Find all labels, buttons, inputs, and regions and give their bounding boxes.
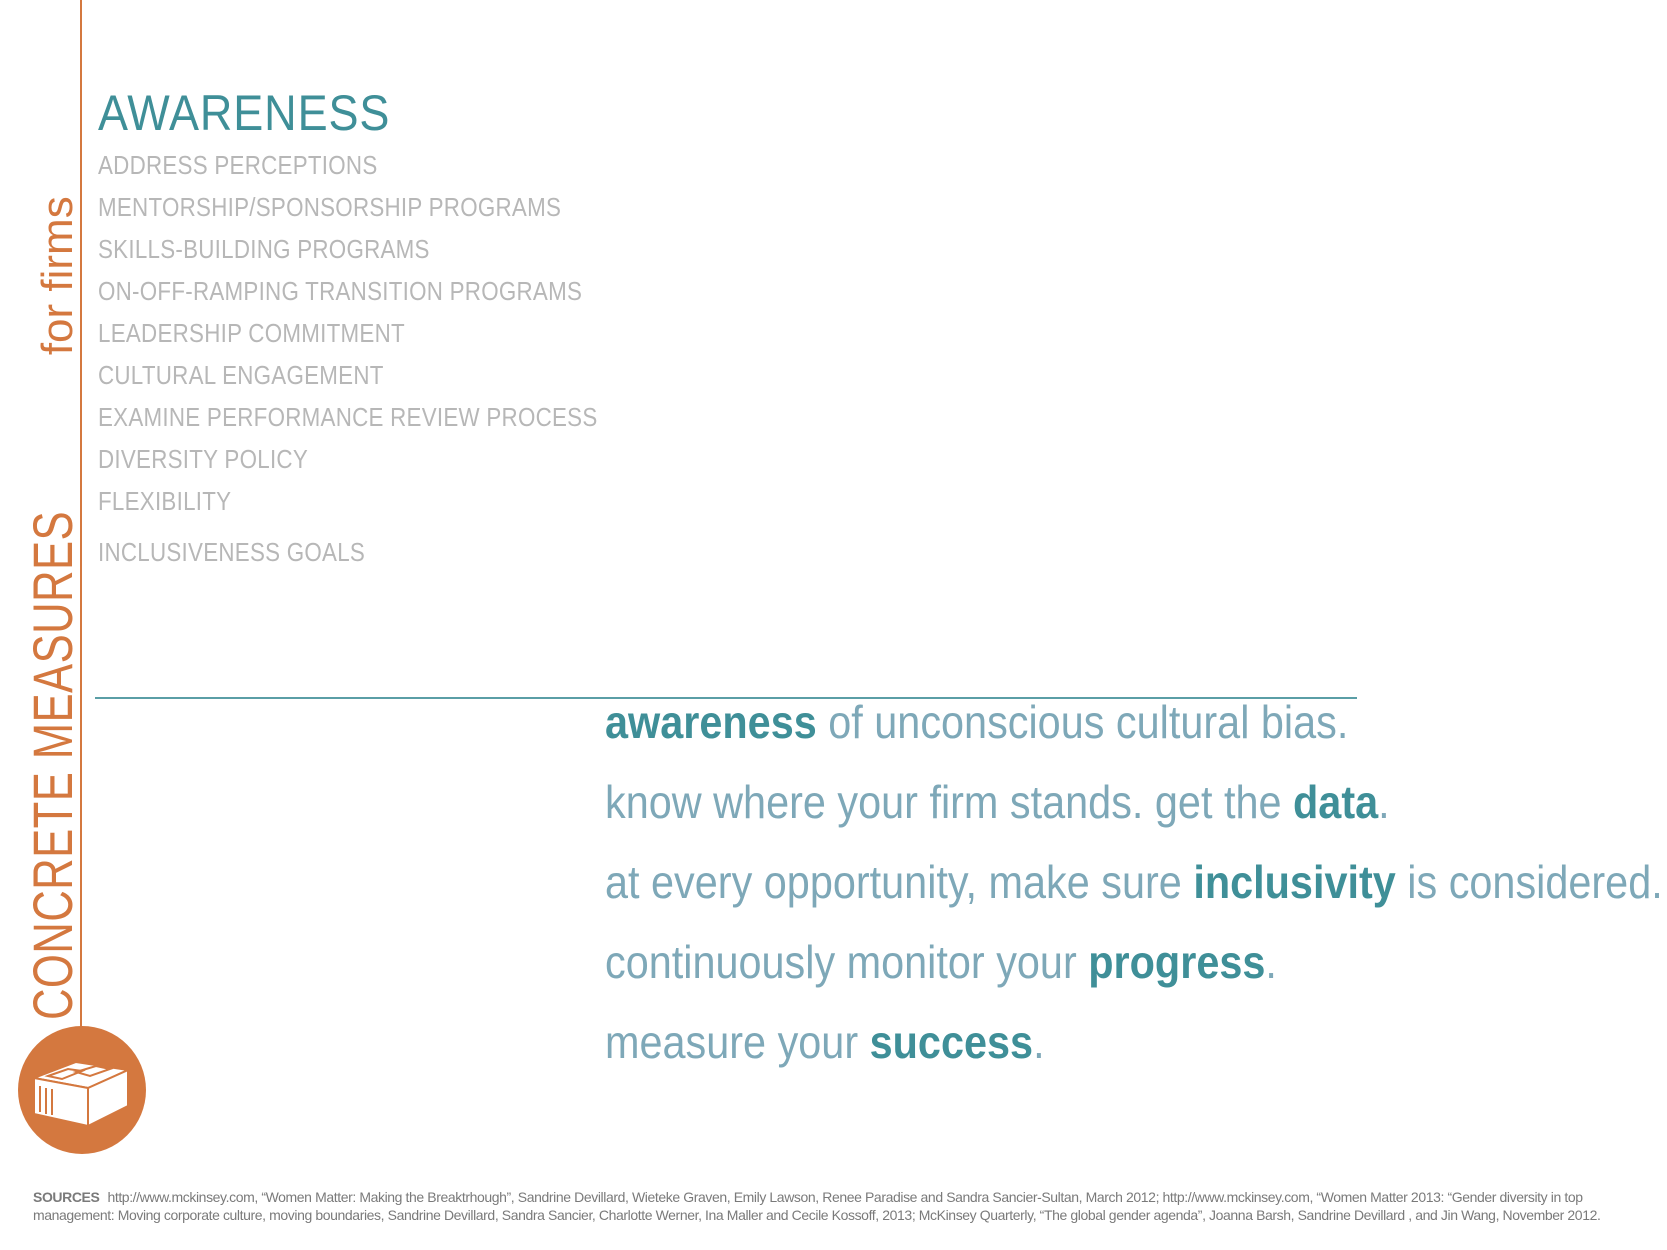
side-title-sub: for firms (33, 196, 82, 356)
statement-keyword: progress (1088, 936, 1266, 988)
statement: at every opportunity, make sure inclusivity is considered. (605, 856, 1663, 908)
concrete-block-badge (18, 1026, 146, 1154)
statement: awareness of unconscious cultural bias. (605, 696, 1349, 748)
list-item: EXAMINE PERFORMANCE REVIEW PROCESS (98, 402, 598, 432)
section-heading: AWARENESS (98, 85, 391, 141)
statement-keyword: data (1293, 776, 1379, 828)
statement-keyword: success (869, 1016, 1034, 1068)
side-title-main: CONCRETE MEASURES (21, 510, 84, 1020)
list-item: SKILLS-BUILDING PROGRAMS (98, 234, 430, 264)
statement: know where your firm stands. get the data. (605, 776, 1390, 828)
list-item: ON-OFF-RAMPING TRANSITION PROGRAMS (98, 276, 583, 306)
list-item: FLEXIBILITY (98, 486, 232, 516)
sources-footnote (33, 1188, 1633, 1224)
statement-keyword: awareness (605, 696, 817, 748)
statement-keyword: inclusivity (1193, 856, 1396, 908)
side-title (20, 196, 85, 1020)
statement: continuously monitor your progress. (605, 936, 1277, 988)
list-item: ADDRESS PERCEPTIONS (98, 150, 378, 180)
list-item: LEADERSHIP COMMITMENT (98, 318, 405, 348)
sources-label: SOURCES (33, 1189, 100, 1205)
list-item: CULTURAL ENGAGEMENT (98, 360, 384, 390)
list-item: DIVERSITY POLICY (98, 444, 308, 474)
list-item: INCLUSIVENESS GOALS (98, 537, 366, 567)
list-item: MENTORSHIP/SPONSORSHIP PROGRAMS (98, 192, 562, 222)
sources-text: http://www.mckinsey.com, “Women Matter: Making the Breaktrhough”, Sandrine Devillard, Wieteke Graven, Emily Lawson, Renee Paradise and Sandra Sancier-Sultan, March 2012; http://www.mckinsey.com, “Women Matter 2013: “Gender diversity in top management: Moving corporate culture, moving boundaries, Sandrine Devillard, Sandra Sancier, Charlotte Werner, Ina Maller and Cecile Kossoff, 2013; McKinsey Quarterly, “The global gender agenda”, Joanna Barsh, Sandrine Devillard , and Jin Wang, November 2012. (33, 1189, 1601, 1223)
statement: measure your success. (605, 1016, 1045, 1068)
concrete-block-icon (18, 1026, 146, 1154)
